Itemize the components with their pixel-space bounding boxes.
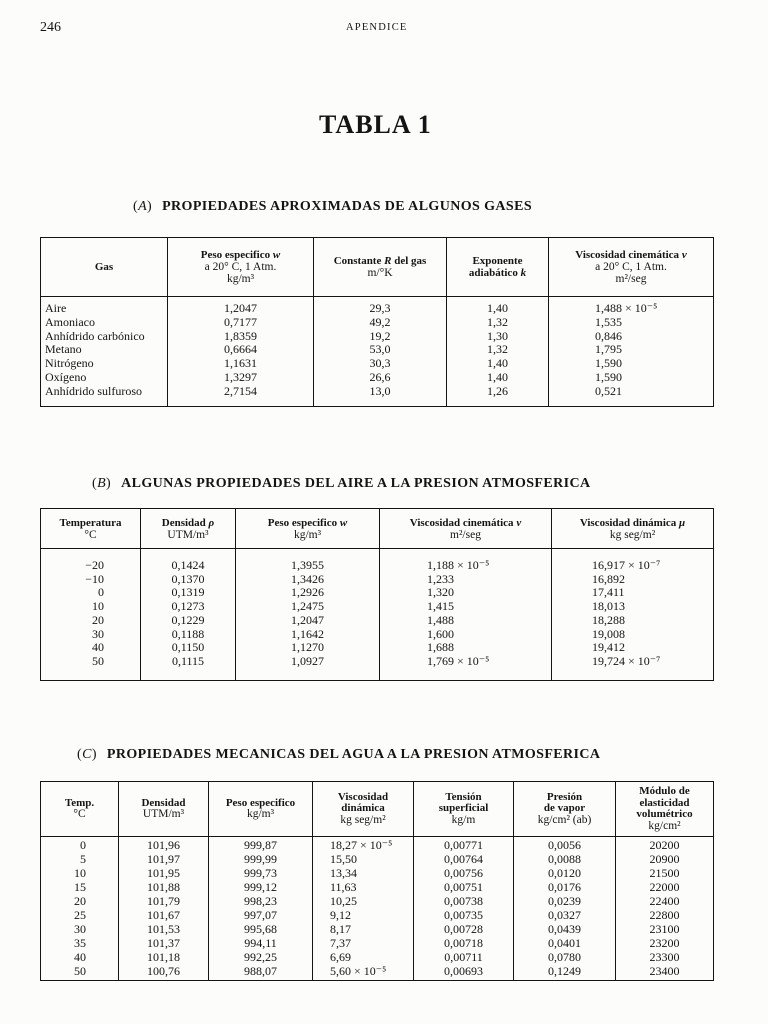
table-cell: 1,769 × 10⁻⁵ bbox=[380, 655, 552, 680]
table-cell: 1,795 bbox=[549, 343, 714, 357]
table-cell: 8,17 bbox=[313, 922, 414, 936]
variable-symbol: w bbox=[339, 516, 348, 529]
table-cell: 1,415 bbox=[380, 600, 552, 614]
column-header bbox=[236, 509, 380, 549]
column-unit-line bbox=[416, 815, 511, 827]
table-cell: 40 bbox=[41, 641, 141, 655]
column-header bbox=[209, 782, 313, 837]
table-cell: 0,0088 bbox=[514, 852, 616, 866]
table-cell: 16,892 bbox=[552, 573, 714, 587]
table-cell: 22400 bbox=[616, 894, 714, 908]
table-row bbox=[41, 628, 714, 642]
table-cell: 101,37 bbox=[119, 936, 209, 950]
table-cell: 0,1229 bbox=[141, 614, 236, 628]
table-cell: 0,00735 bbox=[414, 908, 514, 922]
column-title-line bbox=[143, 517, 233, 529]
table-cell: Aire bbox=[41, 297, 168, 316]
text-segment: del gas bbox=[391, 255, 427, 267]
column-title-line bbox=[316, 255, 444, 267]
table-cell: 1,40 bbox=[447, 371, 549, 385]
table-cell: 1,488 × 10⁻⁵ bbox=[549, 297, 714, 316]
column-unit-line bbox=[170, 273, 311, 285]
table-cell: 992,25 bbox=[209, 950, 313, 964]
table-cell: 15 bbox=[41, 880, 119, 894]
text-segment: Peso especifico bbox=[267, 516, 340, 529]
table-cell: 1,2047 bbox=[236, 614, 380, 628]
column-unit-line bbox=[238, 529, 377, 541]
table-cell: 101,18 bbox=[119, 950, 209, 964]
table-cell: 101,79 bbox=[119, 894, 209, 908]
column-title-line bbox=[554, 517, 711, 529]
text-segment: UTM/m³ bbox=[167, 528, 209, 541]
text-segment: Temperatura bbox=[59, 516, 122, 529]
column-title-line bbox=[449, 267, 546, 279]
table-cell: 1,0927 bbox=[236, 655, 380, 680]
table-row bbox=[41, 316, 714, 330]
column-header bbox=[41, 509, 141, 549]
table-row bbox=[41, 614, 714, 628]
table-cell: 1,2475 bbox=[236, 600, 380, 614]
text-segment: Viscosidad cinemática bbox=[409, 516, 517, 529]
table-cell: 53,0 bbox=[314, 343, 447, 357]
table-cell: 0,0120 bbox=[514, 866, 616, 880]
table-cell: 30 bbox=[41, 922, 119, 936]
text-segment: UTM/m³ bbox=[142, 808, 185, 820]
table-cell: 1,30 bbox=[447, 330, 549, 344]
table-cell: 0,0439 bbox=[514, 922, 616, 936]
table-cell: 1,590 bbox=[549, 357, 714, 371]
table-cell: 0 bbox=[41, 586, 141, 600]
water-properties-table bbox=[40, 781, 714, 981]
table-cell: 5,60 × 10⁻⁵ bbox=[313, 964, 414, 981]
column-unit-line bbox=[170, 261, 311, 273]
table-cell: 19,724 × 10⁻⁷ bbox=[552, 655, 714, 680]
column-title-line bbox=[449, 255, 546, 267]
running-head: APENDICE bbox=[346, 22, 408, 33]
table-cell: 15,50 bbox=[313, 852, 414, 866]
table-cell: 23400 bbox=[616, 964, 714, 981]
column-header bbox=[41, 782, 119, 837]
table-cell: 13,0 bbox=[314, 385, 447, 406]
table-cell: 101,53 bbox=[119, 922, 209, 936]
table-row bbox=[41, 330, 714, 344]
text-segment: Peso especifico bbox=[200, 249, 273, 261]
table-cell: 26,6 bbox=[314, 371, 447, 385]
table-cell: 25 bbox=[41, 908, 119, 922]
table-cell: 20 bbox=[41, 614, 141, 628]
header-row bbox=[41, 782, 714, 837]
text-segment: kg seg/m² bbox=[609, 528, 656, 541]
table-cell: 23200 bbox=[616, 936, 714, 950]
variable-symbol: B bbox=[97, 476, 107, 491]
variable-symbol: ν bbox=[516, 516, 522, 529]
table-cell: 1,3955 bbox=[236, 549, 380, 573]
column-title-line bbox=[43, 261, 165, 273]
table-cell: 0,1188 bbox=[141, 628, 236, 642]
text-segment: Densidad bbox=[161, 516, 209, 529]
table-cell: 22800 bbox=[616, 908, 714, 922]
text-segment: ) bbox=[147, 199, 153, 214]
table-cell: 1,1270 bbox=[236, 641, 380, 655]
table-cell: 999,73 bbox=[209, 866, 313, 880]
air-properties-table bbox=[40, 508, 714, 681]
table-cell: 1,2047 bbox=[168, 297, 314, 316]
section-title: PROPIEDADES APROXIMADAS DE ALGUNOS GASES bbox=[162, 199, 533, 214]
text-segment: kg seg/m² bbox=[340, 813, 386, 826]
table-cell: 0,1370 bbox=[141, 573, 236, 587]
text-segment: m²/seg bbox=[450, 528, 481, 541]
page-title: TABLA 1 bbox=[319, 110, 432, 139]
text-segment: Módulo de bbox=[639, 785, 690, 797]
table-row bbox=[41, 852, 714, 866]
table-cell: 13,34 bbox=[313, 866, 414, 880]
table-cell: 0,1319 bbox=[141, 586, 236, 600]
column-title-line bbox=[551, 249, 711, 261]
text-segment: ( bbox=[77, 747, 83, 762]
table-row bbox=[41, 357, 714, 371]
section-heading bbox=[77, 746, 600, 764]
text-segment: Viscosidad cinemática bbox=[575, 249, 682, 261]
table-cell: 0,00764 bbox=[414, 852, 514, 866]
table-row bbox=[41, 922, 714, 936]
column-title-line bbox=[170, 249, 311, 261]
table-cell: 1,26 bbox=[447, 385, 549, 406]
column-unit-line bbox=[618, 821, 711, 833]
table-cell: 10 bbox=[41, 600, 141, 614]
text-segment: ) bbox=[106, 476, 112, 491]
text-segment: Presión bbox=[546, 790, 583, 803]
table-cell: 30,3 bbox=[314, 357, 447, 371]
table-cell: 7,37 bbox=[313, 936, 414, 950]
text-segment: Exponente bbox=[472, 255, 523, 267]
table-cell: 995,68 bbox=[209, 922, 313, 936]
text-segment: Tensión bbox=[445, 790, 482, 803]
column-unit-line bbox=[516, 815, 613, 827]
table-cell: 22000 bbox=[616, 880, 714, 894]
column-title-line bbox=[382, 517, 549, 529]
table-row bbox=[41, 371, 714, 385]
table-cell: 0,1249 bbox=[514, 964, 616, 981]
table-cell: 1,488 bbox=[380, 614, 552, 628]
table-cell: 1,535 bbox=[549, 316, 714, 330]
table-cell: −20 bbox=[41, 549, 141, 573]
table-cell: 997,07 bbox=[209, 908, 313, 922]
table-cell: 101,88 bbox=[119, 880, 209, 894]
table-cell: 0 bbox=[41, 837, 119, 853]
text-segment: superficial bbox=[438, 802, 489, 815]
table-cell: 11,63 bbox=[313, 880, 414, 894]
table-row bbox=[41, 600, 714, 614]
text-segment: volumétrico bbox=[636, 808, 693, 820]
table-header bbox=[41, 238, 714, 297]
table-row bbox=[41, 586, 714, 600]
table-body bbox=[41, 297, 714, 407]
variable-symbol: ρ bbox=[208, 516, 215, 529]
table-cell: Oxígeno bbox=[41, 371, 168, 385]
table-cell: 1,688 bbox=[380, 641, 552, 655]
column-title-line bbox=[43, 517, 138, 529]
table-cell: 0,0056 bbox=[514, 837, 616, 853]
table-cell: 50 bbox=[41, 964, 119, 981]
variable-symbol: ν bbox=[681, 249, 687, 261]
text-segment: Constante bbox=[333, 255, 385, 267]
table-cell: 0,0780 bbox=[514, 950, 616, 964]
table-cell: 0,0239 bbox=[514, 894, 616, 908]
column-unit-line bbox=[43, 809, 116, 821]
table-cell: 1,2926 bbox=[236, 586, 380, 600]
table-cell: 1,3426 bbox=[236, 573, 380, 587]
column-header bbox=[414, 782, 514, 837]
header-row bbox=[41, 238, 714, 297]
column-unit-line bbox=[211, 809, 310, 821]
column-header bbox=[380, 509, 552, 549]
text-segment: m²/seg bbox=[615, 273, 647, 285]
text-segment: kg/m³ bbox=[246, 808, 275, 820]
column-unit-line bbox=[551, 261, 711, 273]
table-cell: 30 bbox=[41, 628, 141, 642]
table-cell: 1,1642 bbox=[236, 628, 380, 642]
table-row bbox=[41, 880, 714, 894]
column-unit-line bbox=[316, 267, 444, 279]
table-cell: 1,3297 bbox=[168, 371, 314, 385]
table-cell: 1,233 bbox=[380, 573, 552, 587]
table-cell: 999,12 bbox=[209, 880, 313, 894]
table-cell: 994,11 bbox=[209, 936, 313, 950]
table-row bbox=[41, 641, 714, 655]
table-row bbox=[41, 573, 714, 587]
table-cell: 101,67 bbox=[119, 908, 209, 922]
table-cell: 18,27 × 10⁻⁵ bbox=[313, 837, 414, 853]
table-cell: 0,6664 bbox=[168, 343, 314, 357]
table-cell: 1,8359 bbox=[168, 330, 314, 344]
text-segment: Densidad bbox=[141, 796, 186, 809]
header-row bbox=[41, 509, 714, 549]
table-cell: 0,1273 bbox=[141, 600, 236, 614]
table-cell: 2,7154 bbox=[168, 385, 314, 406]
table-cell: 10,25 bbox=[313, 894, 414, 908]
table-cell: 0,0327 bbox=[514, 908, 616, 922]
table-cell: 19,2 bbox=[314, 330, 447, 344]
column-header bbox=[41, 238, 168, 297]
table-cell: 23100 bbox=[616, 922, 714, 936]
text-segment: ( bbox=[92, 476, 98, 491]
table-cell: 999,99 bbox=[209, 852, 313, 866]
table-cell: 1,32 bbox=[447, 343, 549, 357]
text-segment: adiabático bbox=[468, 267, 521, 279]
table-cell: 1,1631 bbox=[168, 357, 314, 371]
table-header bbox=[41, 509, 714, 549]
table-cell: 0,846 bbox=[549, 330, 714, 344]
table-cell: 1,320 bbox=[380, 586, 552, 600]
table-cell: 0,1424 bbox=[141, 549, 236, 573]
table-cell: 0,00756 bbox=[414, 866, 514, 880]
text-segment: kg/m³ bbox=[293, 528, 322, 541]
column-title-line bbox=[238, 517, 377, 529]
table-cell: 0,00718 bbox=[414, 936, 514, 950]
table-cell: 19,008 bbox=[552, 628, 714, 642]
section-label bbox=[92, 476, 111, 491]
column-header bbox=[447, 238, 549, 297]
table-cell: 6,69 bbox=[313, 950, 414, 964]
variable-symbol: w bbox=[272, 249, 281, 261]
column-unit-line bbox=[43, 529, 138, 541]
table-row bbox=[41, 866, 714, 880]
table-cell: 16,917 × 10⁻⁷ bbox=[552, 549, 714, 573]
table-cell: 18,013 bbox=[552, 600, 714, 614]
table-row bbox=[41, 297, 714, 316]
column-unit-line bbox=[554, 529, 711, 541]
text-segment: kg/cm² bbox=[648, 819, 681, 832]
table-cell: 0,521 bbox=[549, 385, 714, 406]
table-cell: 20 bbox=[41, 894, 119, 908]
text-segment: kg/cm² (ab) bbox=[537, 813, 592, 826]
table-cell: 0,00738 bbox=[414, 894, 514, 908]
table-cell: Nitrógeno bbox=[41, 357, 168, 371]
table-cell: 17,411 bbox=[552, 586, 714, 600]
text-segment: Gas bbox=[94, 261, 114, 273]
table-cell: 998,23 bbox=[209, 894, 313, 908]
table-cell: 101,96 bbox=[119, 837, 209, 853]
column-unit-line bbox=[551, 273, 711, 285]
text-segment: ) bbox=[91, 747, 97, 762]
table-cell: Anhídrido carbónico bbox=[41, 330, 168, 344]
column-header bbox=[168, 238, 314, 297]
table-cell: 988,07 bbox=[209, 964, 313, 981]
table-cell: 29,3 bbox=[314, 297, 447, 316]
table-cell: 101,97 bbox=[119, 852, 209, 866]
table-row bbox=[41, 837, 714, 853]
table-cell: 1,40 bbox=[447, 297, 549, 316]
table-cell: 10 bbox=[41, 866, 119, 880]
gas-properties-table bbox=[40, 237, 714, 407]
variable-symbol: A bbox=[138, 199, 148, 214]
table-row bbox=[41, 385, 714, 406]
column-unit-line bbox=[121, 809, 206, 821]
text-segment: a 20° C, 1 Atm. bbox=[204, 261, 277, 273]
section-heading bbox=[92, 475, 591, 493]
table-cell: −10 bbox=[41, 573, 141, 587]
table-cell: 1,600 bbox=[380, 628, 552, 642]
table-row bbox=[41, 936, 714, 950]
section-label bbox=[77, 747, 97, 762]
table-row bbox=[41, 964, 714, 981]
section-title: ALGUNAS PROPIEDADES DEL AIRE A LA PRESION ATMOSFERICA bbox=[121, 476, 591, 491]
section-heading bbox=[133, 198, 532, 216]
table-cell: 1,32 bbox=[447, 316, 549, 330]
table-header bbox=[41, 782, 714, 837]
table-cell: 23300 bbox=[616, 950, 714, 964]
variable-symbol: μ bbox=[679, 516, 686, 529]
text-segment: dinámica bbox=[341, 802, 385, 815]
table-cell: 0,00751 bbox=[414, 880, 514, 894]
table-cell: 18,288 bbox=[552, 614, 714, 628]
column-header bbox=[549, 238, 714, 297]
text-segment: °C bbox=[84, 528, 97, 541]
table-cell: 0,1150 bbox=[141, 641, 236, 655]
table-cell: Amoniaco bbox=[41, 316, 168, 330]
table-cell: 0,00771 bbox=[414, 837, 514, 853]
table-cell: 0,0176 bbox=[514, 880, 616, 894]
column-header bbox=[552, 509, 714, 549]
text-segment: Viscosidad bbox=[337, 790, 389, 803]
text-segment: kg/m bbox=[451, 813, 476, 826]
table-cell: 101,95 bbox=[119, 866, 209, 880]
table-cell: 100,76 bbox=[119, 964, 209, 981]
table-row bbox=[41, 655, 714, 680]
table-cell: 999,87 bbox=[209, 837, 313, 853]
text-segment: Viscosidad dinámica bbox=[579, 516, 680, 529]
text-segment: de vapor bbox=[543, 802, 586, 815]
table-cell: 0,00711 bbox=[414, 950, 514, 964]
table-cell: 35 bbox=[41, 936, 119, 950]
table-cell: 0,0401 bbox=[514, 936, 616, 950]
variable-symbol: R bbox=[384, 255, 392, 267]
table-cell: Metano bbox=[41, 343, 168, 357]
page-number: 246 bbox=[40, 20, 61, 35]
table-body bbox=[41, 837, 714, 981]
table-cell: 40 bbox=[41, 950, 119, 964]
table-cell: 1,40 bbox=[447, 357, 549, 371]
text-segment: Peso especifico bbox=[225, 796, 296, 809]
variable-symbol: C bbox=[82, 747, 92, 762]
column-header bbox=[119, 782, 209, 837]
text-segment: a 20° C, 1 Atm. bbox=[595, 261, 667, 273]
section-label bbox=[133, 199, 152, 214]
table-cell: 49,2 bbox=[314, 316, 447, 330]
text-segment: m/°K bbox=[367, 267, 393, 279]
table-cell: 1,188 × 10⁻⁵ bbox=[380, 549, 552, 573]
table-cell: 9,12 bbox=[313, 908, 414, 922]
section-title: PROPIEDADES MECANICAS DEL AGUA A LA PRESION ATMOSFERICA bbox=[106, 747, 601, 762]
table-cell: 0,00693 bbox=[414, 964, 514, 981]
column-header bbox=[314, 238, 447, 297]
table-row bbox=[41, 950, 714, 964]
table-cell: 0,7177 bbox=[168, 316, 314, 330]
table-cell: 50 bbox=[41, 655, 141, 680]
column-unit-line bbox=[315, 815, 411, 827]
table-row bbox=[41, 908, 714, 922]
column-header bbox=[514, 782, 616, 837]
column-unit-line bbox=[382, 529, 549, 541]
text-segment: kg/m³ bbox=[226, 273, 255, 285]
text-segment: °C bbox=[73, 808, 86, 820]
table-cell: 1,590 bbox=[549, 371, 714, 385]
table-row bbox=[41, 894, 714, 908]
column-unit-line bbox=[143, 529, 233, 541]
table-body bbox=[41, 549, 714, 681]
table-cell: 19,412 bbox=[552, 641, 714, 655]
table-row bbox=[41, 549, 714, 573]
column-header bbox=[141, 509, 236, 549]
table-cell: 0,1115 bbox=[141, 655, 236, 680]
column-header bbox=[616, 782, 714, 837]
table-cell: 5 bbox=[41, 852, 119, 866]
table-cell: Anhídrido sulfuroso bbox=[41, 385, 168, 406]
table-cell: 20900 bbox=[616, 852, 714, 866]
table-row bbox=[41, 343, 714, 357]
text-segment: elasticidad bbox=[639, 796, 690, 809]
column-header bbox=[313, 782, 414, 837]
table-cell: 20200 bbox=[616, 837, 714, 853]
text-segment: ( bbox=[133, 199, 139, 214]
table-cell: 0,00728 bbox=[414, 922, 514, 936]
text-segment: Temp. bbox=[64, 796, 95, 809]
variable-symbol: k bbox=[520, 267, 527, 279]
table-cell: 21500 bbox=[616, 866, 714, 880]
